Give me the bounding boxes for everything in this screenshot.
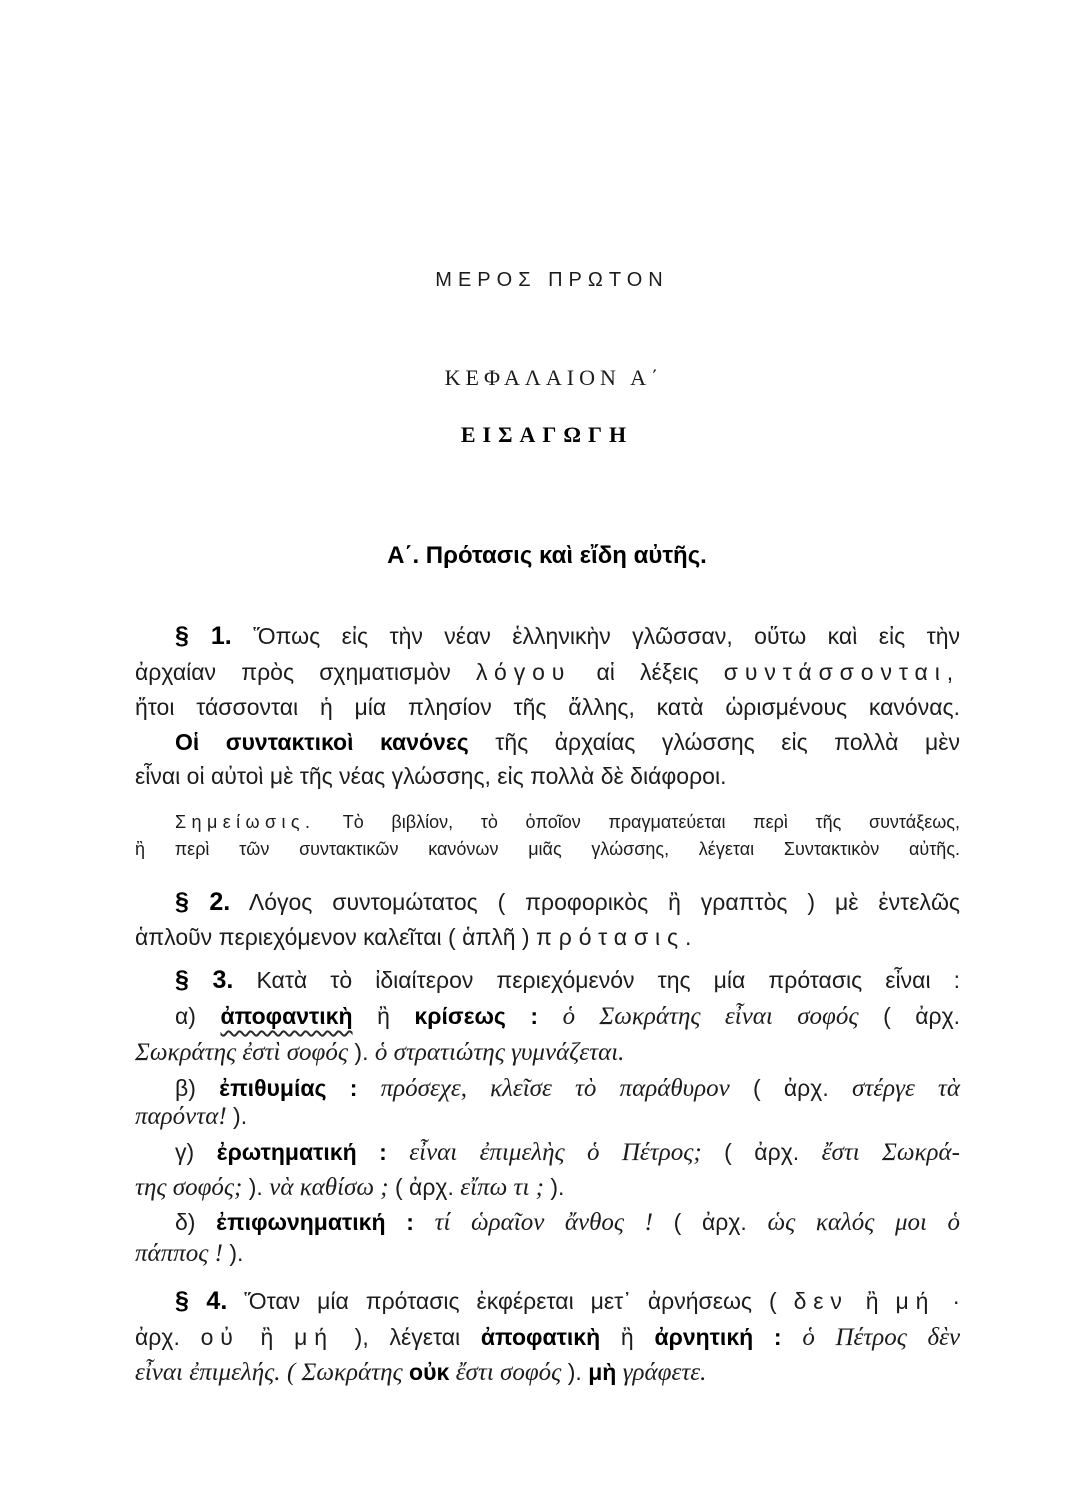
body-text: ).	[233, 1103, 248, 1129]
section-mark: § 3.	[175, 966, 234, 994]
note-line-1	[175, 809, 960, 835]
example-italic: ὁ στρατιώτης γυμνάζεται.	[374, 1039, 625, 1066]
body-text: ( ἀρχ.	[883, 1003, 961, 1029]
body-text: ἢ	[865, 1288, 879, 1314]
example-italic: στέργε τὰ	[851, 1075, 961, 1102]
bold-term-handwritten-underline: ἀποφαντικὴ	[220, 1003, 353, 1029]
body-text: ·	[952, 1288, 960, 1314]
note-text: Τὸ βιβλίον, τὸ ὁποῖον πραγματεύεται περὶ τῆς συντάξεως,	[342, 812, 960, 832]
section-mark: § 2.	[175, 888, 231, 916]
bold-term: Οἱ συντακτικοὶ κανόνες	[175, 729, 469, 755]
bold-term: μὴ	[588, 1359, 617, 1385]
body-text: ( ἀρχ.	[394, 1174, 454, 1200]
bold-term: ἀποφατικὴ	[480, 1324, 601, 1350]
paragraph-3-line-7	[135, 1170, 960, 1204]
body-text: Ὅταν μία πρότασις ἐκφέρεται μετ᾽ ἀρνήσεως (	[244, 1288, 777, 1314]
spaced-term: δεν	[793, 1288, 849, 1314]
bold-term: ἐρωτηματική :	[216, 1139, 387, 1165]
body-text: ἀρχ.	[135, 1324, 180, 1350]
spaced-term: μή	[294, 1324, 334, 1350]
paragraph-2-line-1	[175, 885, 960, 919]
spaced-term: οὐ	[200, 1324, 240, 1350]
example-italic: πάππος !	[135, 1240, 223, 1267]
paragraph-4-line-1	[175, 1284, 960, 1318]
paragraph-3-line-3	[135, 1035, 960, 1069]
list-marker: β)	[175, 1075, 196, 1101]
example-italic: ( Σωκράτης	[286, 1359, 403, 1386]
body-text: ), λέγεται	[354, 1324, 461, 1350]
example-italic: εἶναι ἐπιμελής.	[135, 1359, 281, 1386]
example-italic: γράφετε.	[622, 1359, 707, 1386]
list-marker: α)	[175, 1003, 196, 1029]
paragraph-3-line-6	[175, 1135, 960, 1169]
example-italic: παρόντα!	[135, 1103, 227, 1130]
example-italic: ὁ Σωκράτης εἶναι σοφός	[562, 1003, 859, 1030]
example-italic: της σοφός;	[135, 1174, 243, 1201]
body-text: ἢ	[377, 1003, 390, 1029]
paragraph-1-line-4	[175, 725, 960, 759]
body-text: ἢ	[260, 1324, 274, 1350]
section-mark: § 1.	[175, 622, 232, 650]
section-mark: § 4.	[175, 1287, 228, 1315]
body-text: Κατὰ τὸ ἰδιαίτερον περιεχόμενόν της μία πρότασις εἶναι :	[256, 967, 961, 993]
body-text: ).	[550, 1174, 565, 1200]
note-text: ἢ περὶ τῶν συντακτικῶν κανόνων μιᾶς γλώσσης, λέγεται Συντακτικὸν αὐτῆς.	[135, 839, 960, 859]
list-marker: γ)	[175, 1139, 195, 1165]
body-text: ).	[229, 1240, 244, 1266]
body-text: ἁπλοῦν περιεχόμενον καλεῖται ( ἁπλῆ )	[135, 924, 530, 950]
bold-term: ἐπιφωνηματική :	[216, 1209, 414, 1235]
bold-term: οὐκ	[409, 1359, 450, 1385]
list-marker: δ)	[175, 1209, 196, 1235]
body-text: Ὅπως εἰς τὴν νέαν ἑλληνικὴν γλῶσσαν, οὕτω καὶ εἰς τὴν	[253, 623, 961, 649]
body-text: ( ἀρχ.	[673, 1209, 747, 1235]
chapter-subtitle: ΕΙΣΑΓΩΓΗ	[460, 422, 634, 447]
paragraph-3-line-2	[175, 999, 960, 1033]
body-text: τῆς ἀρχαίας γλώσσης εἰς πολλὰ μὲν	[495, 729, 961, 755]
paragraph-4-line-2	[135, 1320, 960, 1354]
paragraph-3-line-8	[175, 1205, 960, 1239]
body-text: αἱ λέξεις	[596, 659, 699, 685]
body-text: ( ἀρχ.	[752, 1075, 829, 1101]
example-italic: τί ὡραῖον ἄνθος !	[434, 1209, 653, 1236]
example-italic: ἔστι σοφός	[455, 1359, 562, 1386]
example-italic: ὡς καλός μοι ὁ	[767, 1209, 961, 1236]
spaced-term: πρότασις.	[535, 924, 699, 950]
note-line-2	[135, 836, 960, 862]
example-italic: εἶναι ἐπιμελὴς ὁ Πέτρος;	[409, 1139, 702, 1166]
note-label: Σημείωσις.	[175, 812, 316, 832]
body-text: Λόγος συντομώτατος ( προφορικὸς ἢ γραπτὸς ) μὲ ἐντελῶς	[248, 889, 961, 915]
spaced-term: συντάσσονται,	[723, 659, 961, 685]
paragraph-3-line-5	[135, 1099, 960, 1133]
bold-term: ἐπιθυμίας :	[219, 1075, 358, 1101]
example-italic: πρόσεχε, κλεῖσε τὸ παράθυρον	[380, 1075, 730, 1102]
body-text: ἤτοι τάσσονται ἡ μία πλησίον τῆς ἄλλης, κατὰ ὡρισμένους κανόνας.	[135, 694, 960, 720]
example-italic: νὰ καθίσω ;	[269, 1174, 389, 1201]
spaced-term: λόγου	[475, 659, 572, 685]
example-italic: ἔστι Σωκρά-	[821, 1139, 961, 1166]
body-text: ἢ	[620, 1324, 634, 1350]
example-italic: ὁ Πέτρος δὲν	[802, 1324, 961, 1351]
section-heading: Α΄. Πρότασις καὶ εἴδη αὐτῆς.	[387, 542, 707, 569]
body-text: ( ἀρχ.	[724, 1139, 800, 1165]
paragraph-4-line-3	[135, 1355, 960, 1389]
paragraph-1-line-3	[135, 690, 960, 724]
paragraph-1-line-1	[175, 619, 960, 653]
body-text: ).	[248, 1174, 263, 1200]
body-text: εἶναι οἱ αὐτοὶ μὲ τῆς νέας γλώσσης, εἰς πολλὰ δὲ διάφοροι.	[135, 763, 727, 789]
example-italic: εἴπω τι ;	[460, 1174, 544, 1201]
paragraph-1-line-2	[135, 655, 960, 689]
spaced-term: μή	[895, 1288, 936, 1314]
chapter-title: ΚΕΦΑΛΑΙΟΝ Α΄	[444, 365, 664, 390]
paragraph-3-line-1	[175, 963, 960, 997]
part-title: ΜΕΡΟΣ ΠΡΩΤΟΝ	[435, 269, 669, 291]
body-text: ).	[567, 1359, 582, 1385]
paragraph-2-line-2	[135, 920, 960, 954]
bold-term: ἀρνητική :	[654, 1324, 782, 1350]
bold-term: κρίσεως :	[414, 1003, 539, 1029]
paragraph-3-line-9	[135, 1236, 960, 1270]
body-text: ).	[354, 1039, 369, 1065]
paragraph-1-line-5	[135, 759, 960, 793]
example-italic: Σωκράτης ἐστὶ σοφός	[135, 1039, 349, 1066]
body-text: ἀρχαίαν πρὸς σχηματισμὸν	[135, 659, 451, 685]
